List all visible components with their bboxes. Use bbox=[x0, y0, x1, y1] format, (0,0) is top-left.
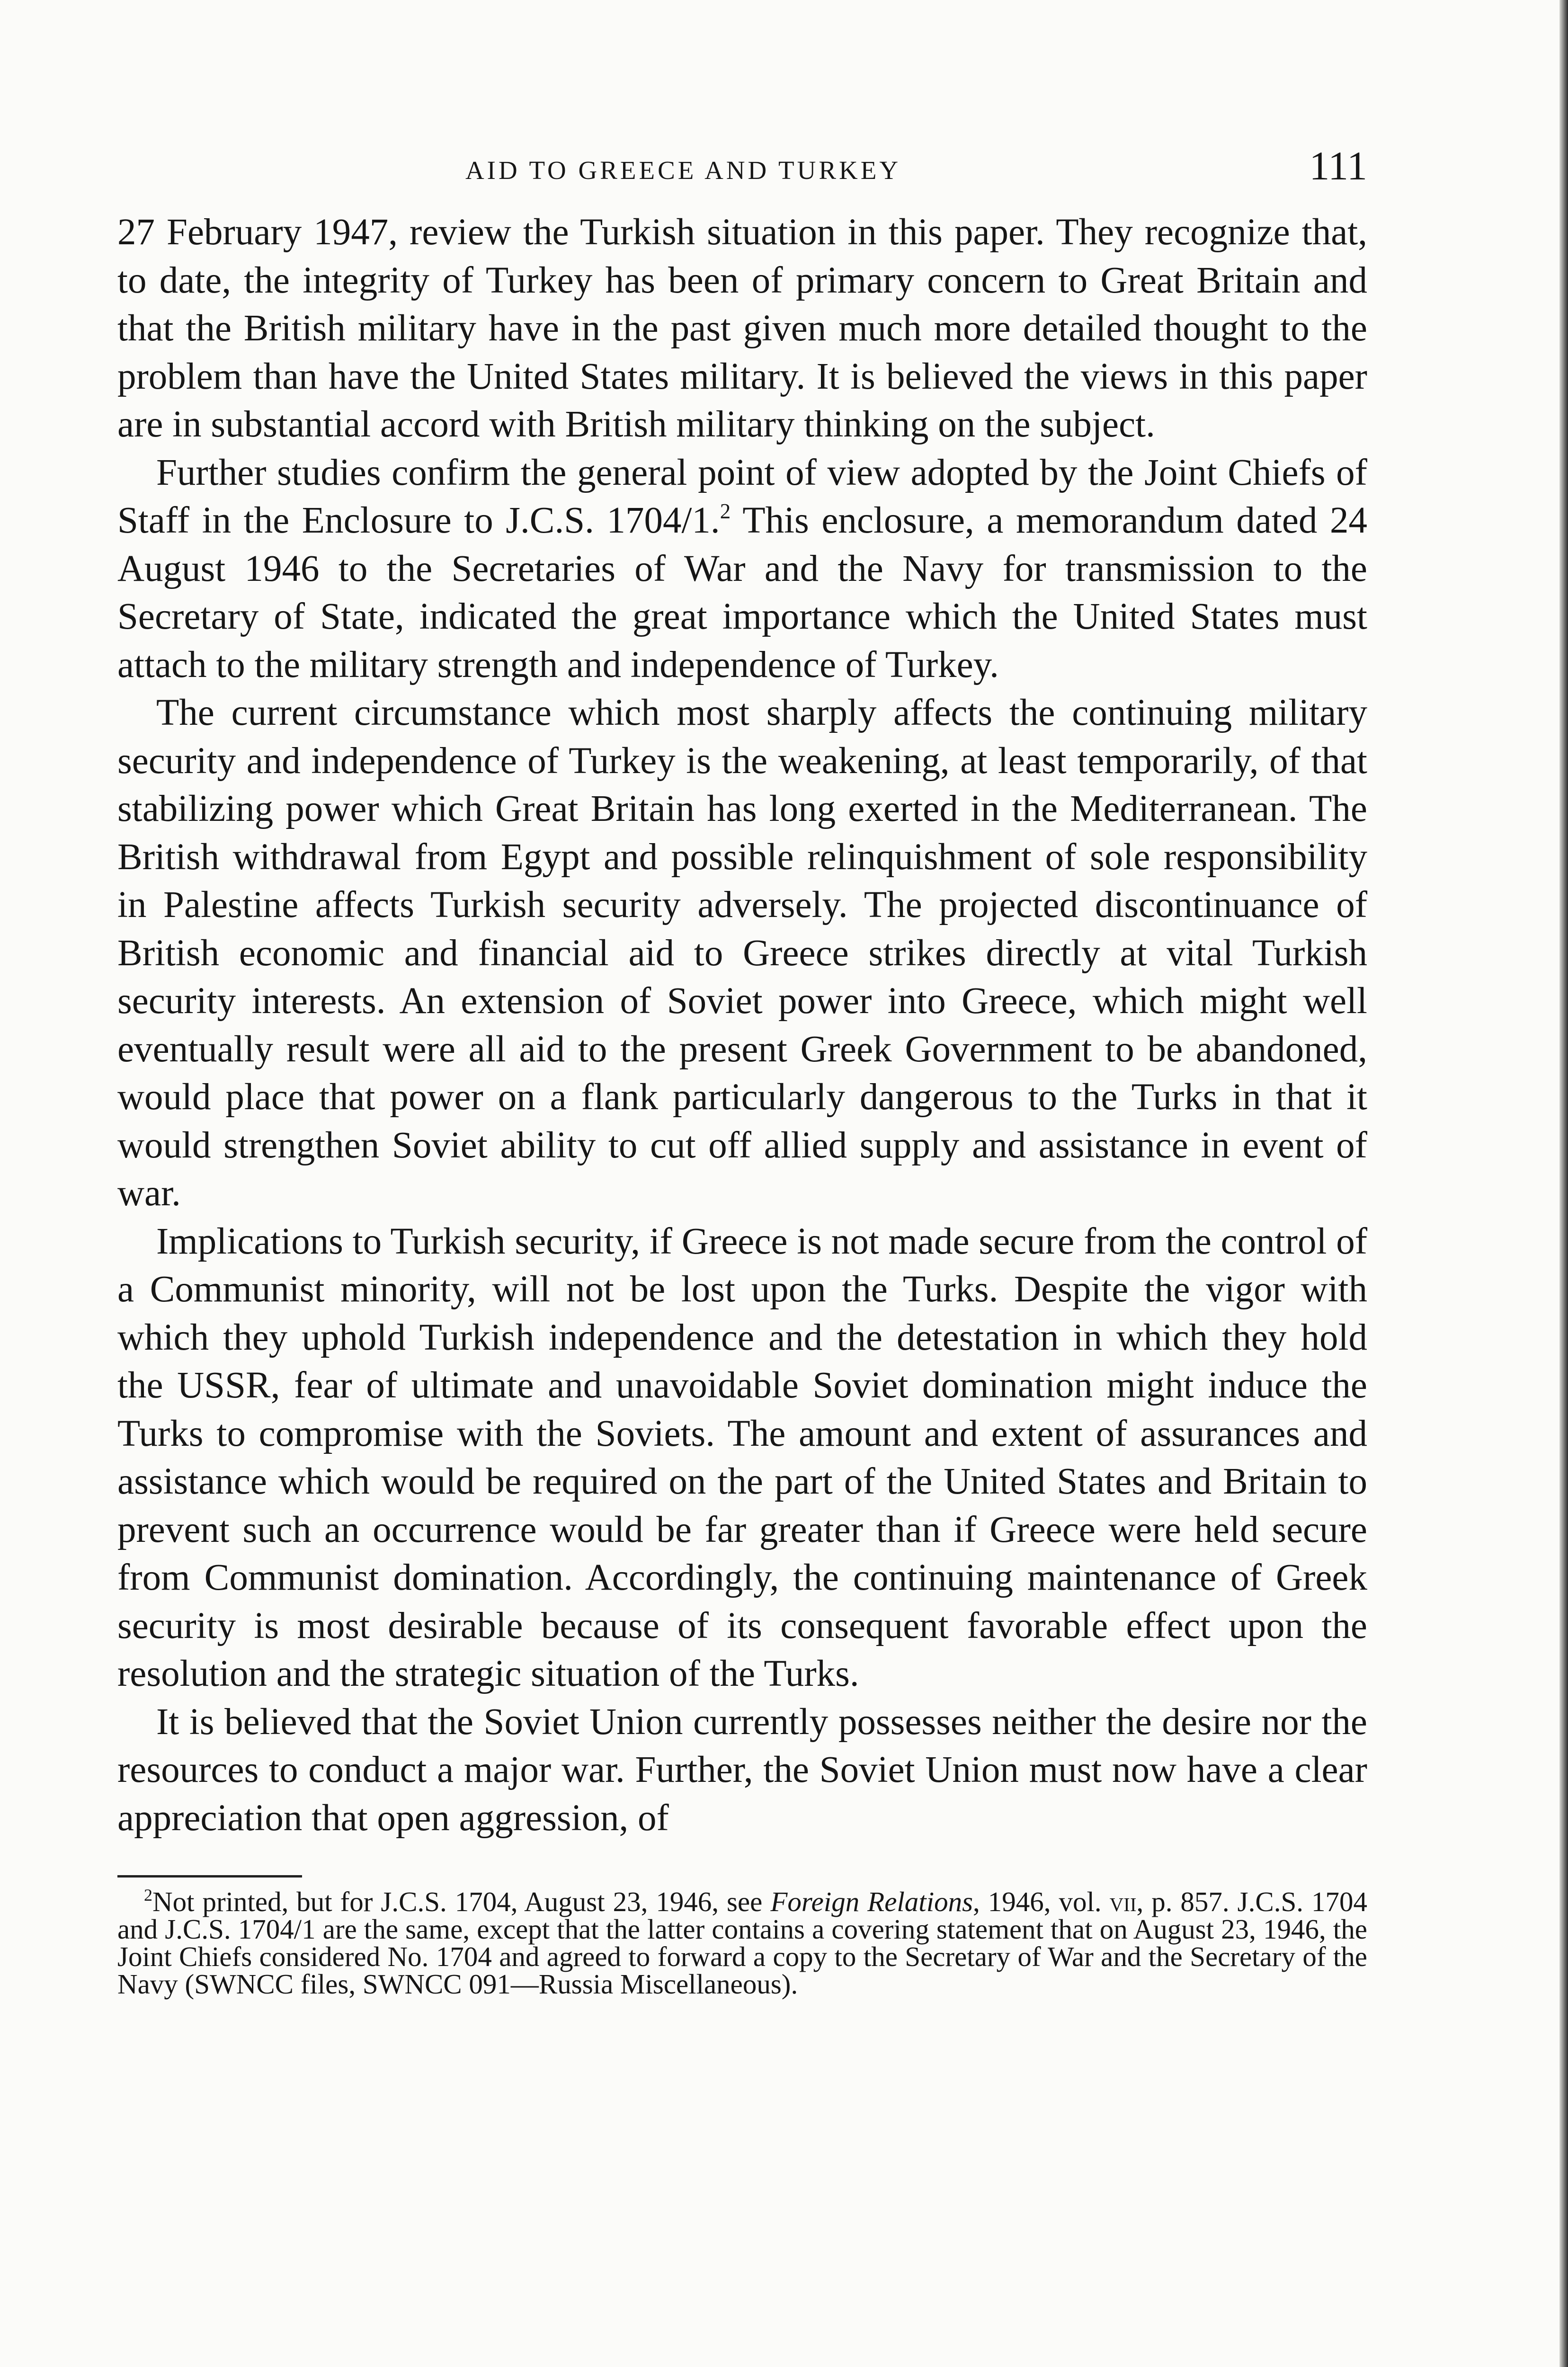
footnote-volume: vii bbox=[1109, 1886, 1137, 1917]
footnote-italic-title: Foreign Relations bbox=[770, 1886, 973, 1917]
footnote-text-part-3: , p. 857. J.C.S. 1704 and J.C.S. 1704/1 are the same, except that the latter contains a covering statement that on August 23, 1946, the Joint Chiefs considered No. 1704 and agreed to forward a copy to the Secretary of War and the Secretary of the Navy (SWNCC files, SWNCC 091—Russia Miscellaneous). bbox=[117, 1886, 1367, 2000]
footnote-text-part-1: Not printed, but for J.C.S. 1704, August 23, 1946, see bbox=[152, 1886, 771, 1917]
page-number: 111 bbox=[1309, 143, 1367, 188]
paragraph-2-text-before-ref: Further studies confirm the general point of view adopted by the Joint Chiefs of Staff in the Enclosure to J.C.S. 1704/1. bbox=[117, 452, 1367, 541]
footnote-text-part-2: , 1946, vol. bbox=[973, 1886, 1110, 1917]
footnote-reference-2: 2 bbox=[720, 499, 731, 523]
paragraph-2 bbox=[117, 449, 1367, 689]
paragraph-3: The current circumstance which most sharply affects the continuing military security and independence of Turkey is the weakening, at least temporarily, of that stabilizing power which Great Britain has long exerted in the Mediterranean. The British withdrawal from Egypt and possible relinquishment of sole responsibility in Palestine affects Turkish security adversely. The projected discontinuance of British economic and financial aid to Greece strikes directly at vital Turkish security interests. An extension of Soviet power into Greece, which might well eventually result were all aid to the present Greek Government to be abandoned, would place that power on a flank particularly dangerous to the Turks in that it would strengthen Soviet ability to cut off allied supply and assistance in event of war. bbox=[117, 692, 1367, 1214]
document-page bbox=[117, 142, 1367, 1998]
running-header bbox=[117, 142, 1367, 208]
paragraph-5: It is believed that the Soviet Union currently possesses neither the desire nor the resources to conduct a major war. Further, the Soviet Union must now have a clear appreciation that open aggression, of bbox=[117, 1701, 1367, 1839]
body-text bbox=[117, 208, 1367, 1842]
footnote-2 bbox=[117, 1888, 1367, 1998]
footnote-marker: 2 bbox=[144, 1886, 152, 1904]
footnote bbox=[117, 1888, 1367, 1998]
paragraph-2-text-after-ref: This enclosure, a memorandum dated 24 August 1946 to the Secretaries of War and the Navy for transmission to the Secretary of State, indicated the great importance which the United States must attach to the military strength and independence of Turkey. bbox=[117, 500, 1367, 685]
footnote-divider bbox=[117, 1875, 302, 1878]
paragraph-4: Implications to Turkish security, if Greece is not made secure from the control of a Communist minority, will not be lost upon the Turks. Despite the vigor with which they uphold Turkish independence and the detestation in which they hold the USSR, fear of ultimate and unavoidable Soviet domination might induce the Turks to compromise with the Soviets. The amount and extent of assurances and assistance which would be required on the part of the United States and Britain to prevent such an occurrence would be far greater than if Greece were held secure from Communist domination. Accordingly, the continuing maintenance of Greek security is most desirable because of its consequent favorable effect upon the resolution and the strategic situation of the Turks. bbox=[117, 1220, 1367, 1694]
paragraph-1: 27 February 1947, review the Turkish situation in this paper. They recognize that, to date, the integrity of Turkey has been of primary concern to Great Britain and that the British military have in the past given much more detailed thought to the problem than have the United States military. It is believed the views in this paper are in substantial accord with British military thinking on the subject. bbox=[117, 212, 1367, 445]
scan-edge-shadow bbox=[1559, 0, 1568, 2367]
running-title: AID TO GREECE AND TURKEY bbox=[465, 156, 901, 185]
